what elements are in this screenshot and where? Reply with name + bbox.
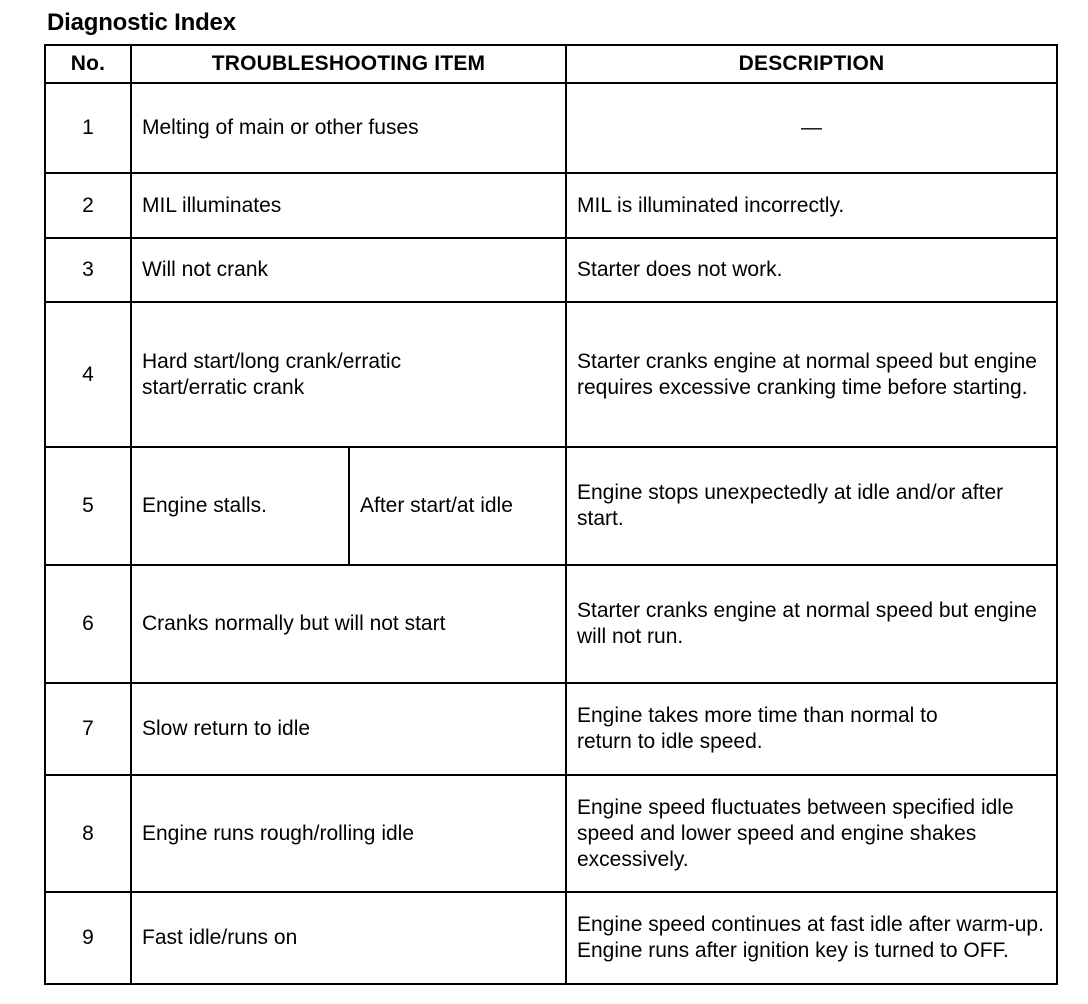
description: Starter does not work. [566,238,1057,302]
troubleshooting-item: Cranks normally but will not start [131,565,566,683]
description: Engine speed fluctuates between specified idle speed and lower speed and engine shakes excessively. [566,775,1057,892]
description: — [566,83,1057,173]
table-row [45,447,1057,565]
row-number: 1 [45,83,131,173]
table-row [45,83,1057,173]
table-row [45,565,1057,683]
description: Engine speed continues at fast idle after warm-up. Engine runs after ignition key is turned to OFF. [566,892,1057,984]
diagnostic-index-table [44,44,1058,985]
troubleshooting-item: Hard start/long crank/erratic start/erratic crank [131,302,566,447]
troubleshooting-item: Engine runs rough/rolling idle [131,775,566,892]
table-row [45,892,1057,984]
row-number: 4 [45,302,131,447]
row-number: 3 [45,238,131,302]
description: Starter cranks engine at normal speed but engine requires excessive cranking time before starting. [566,302,1057,447]
description: Starter cranks engine at normal speed but engine will not run. [566,565,1057,683]
table-row [45,173,1057,238]
troubleshooting-item: Will not crank [131,238,566,302]
row-number: 6 [45,565,131,683]
page-title: Diagnostic Index [47,9,236,36]
troubleshooting-sub-item: After start/at idle [349,447,566,565]
row-number: 5 [45,447,131,565]
row-number: 2 [45,173,131,238]
table-row [45,238,1057,302]
row-number: 7 [45,683,131,775]
header-description: DESCRIPTION [566,45,1057,83]
description: Engine stops unexpectedly at idle and/or after start. [566,447,1057,565]
table-row [45,683,1057,775]
row-number: 8 [45,775,131,892]
header-no: No. [45,45,131,83]
header-troubleshooting-item: TROUBLESHOOTING ITEM [131,45,566,83]
description: Engine takes more time than normal to return to idle speed. [566,683,1057,775]
troubleshooting-item: Melting of main or other fuses [131,83,566,173]
troubleshooting-item: MIL illuminates [131,173,566,238]
troubleshooting-item: Fast idle/runs on [131,892,566,984]
header-row [45,45,1057,83]
row-number: 9 [45,892,131,984]
table-row [45,302,1057,447]
troubleshooting-item: Slow return to idle [131,683,566,775]
table-row [45,775,1057,892]
troubleshooting-item: Engine stalls. [131,447,349,565]
description: MIL is illuminated incorrectly. [566,173,1057,238]
